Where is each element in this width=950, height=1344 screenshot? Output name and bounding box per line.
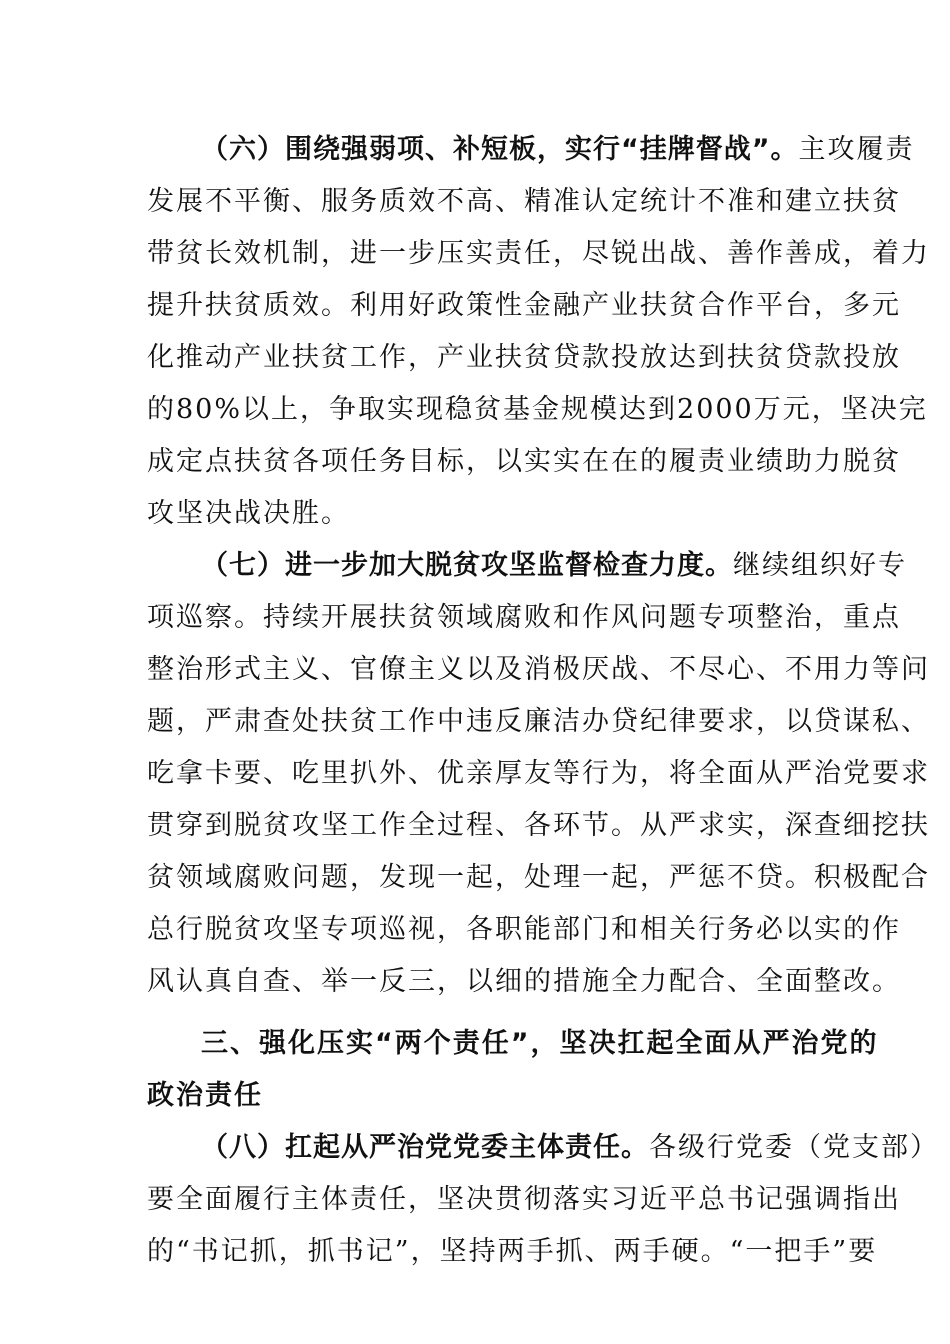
paragraph-6-line: 的80%以上，争取实现稳贫基金规模达到2000万元，坚决完 — [147, 394, 928, 425]
paragraph-7-line: 整治形式主义、官僚主义以及消极厌战、不尽心、不用力等问 — [147, 654, 930, 685]
paragraph-6-first-line — [201, 124, 915, 176]
paragraph-7-line: 题，严肃查处扶贫工作中违反廉洁办贷纪律要求，以贷谋私、 — [147, 706, 930, 737]
paragraph-6-line: 成定点扶贫各项任务目标，以实实在在的履责业绩助力脱贫 — [147, 446, 901, 477]
paragraph-8-line: 的“书记抓，抓书记”，坚持两手抓、两手硬。“一把手”要 — [147, 1236, 878, 1267]
paragraph-7-heading: （七）进一步加大脱贫攻坚监督检查力度。 — [201, 550, 733, 581]
paragraph-7-line: 贯穿到脱贫攻坚工作全过程、各环节。从严求实，深查细挖扶 — [147, 810, 930, 841]
paragraph-8-heading: （八）扛起从严治党党委主体责任。 — [201, 1132, 649, 1163]
paragraph-6-lead: 主攻履责 — [798, 134, 915, 165]
paragraph-6-last-line: 攻坚决战决胜。 — [147, 498, 350, 529]
paragraph-7-line: 吃拿卡要、吃里扒外、优亲厚友等行为，将全面从严治党要求 — [147, 758, 930, 789]
paragraph-6-line: 带贫长效机制，进一步压实责任，尽锐出战、善作善成，着力 — [147, 238, 930, 269]
paragraph-7-first-line — [201, 540, 907, 592]
section-3-heading-line-1: 三、强化压实“两个责任”，坚决扛起全面从严治党的 — [201, 1028, 879, 1059]
section-3-heading-line-2: 政治责任 — [147, 1080, 263, 1111]
paragraph-7-line: 贫领域腐败问题，发现一起，处理一起，严惩不贷。积极配合 — [147, 862, 930, 893]
paragraph-6-line: 发展不平衡、服务质效不高、精准认定统计不准和建立扶贫 — [147, 186, 901, 217]
paragraph-7-last-line: 风认真自查、举一反三，以细的措施全力配合、全面整改。 — [147, 966, 901, 997]
paragraph-8-lead: 各级行党委（党支部） — [649, 1132, 939, 1163]
paragraph-7-line: 总行脱贫攻坚专项巡视，各职能部门和相关行务必以实的作 — [147, 914, 901, 945]
paragraph-6-heading: （六）围绕强弱项、补短板，实行“挂牌督战”。 — [201, 134, 799, 165]
paragraph-7-lead: 继续组织好专 — [733, 550, 907, 581]
paragraph-7-line: 项巡察。持续开展扶贫领域腐败和作风问题专项整治，重点 — [147, 602, 901, 633]
paragraph-8-first-line — [201, 1122, 939, 1174]
paragraph-6-line: 化推动产业扶贫工作，产业扶贫贷款投放达到扶贫贷款投放 — [147, 342, 901, 373]
paragraph-6-line: 提升扶贫质效。利用好政策性金融产业扶贫合作平台，多元 — [147, 290, 901, 321]
paragraph-8-line: 要全面履行主体责任，坚决贯彻落实习近平总书记强调指出 — [147, 1184, 901, 1215]
